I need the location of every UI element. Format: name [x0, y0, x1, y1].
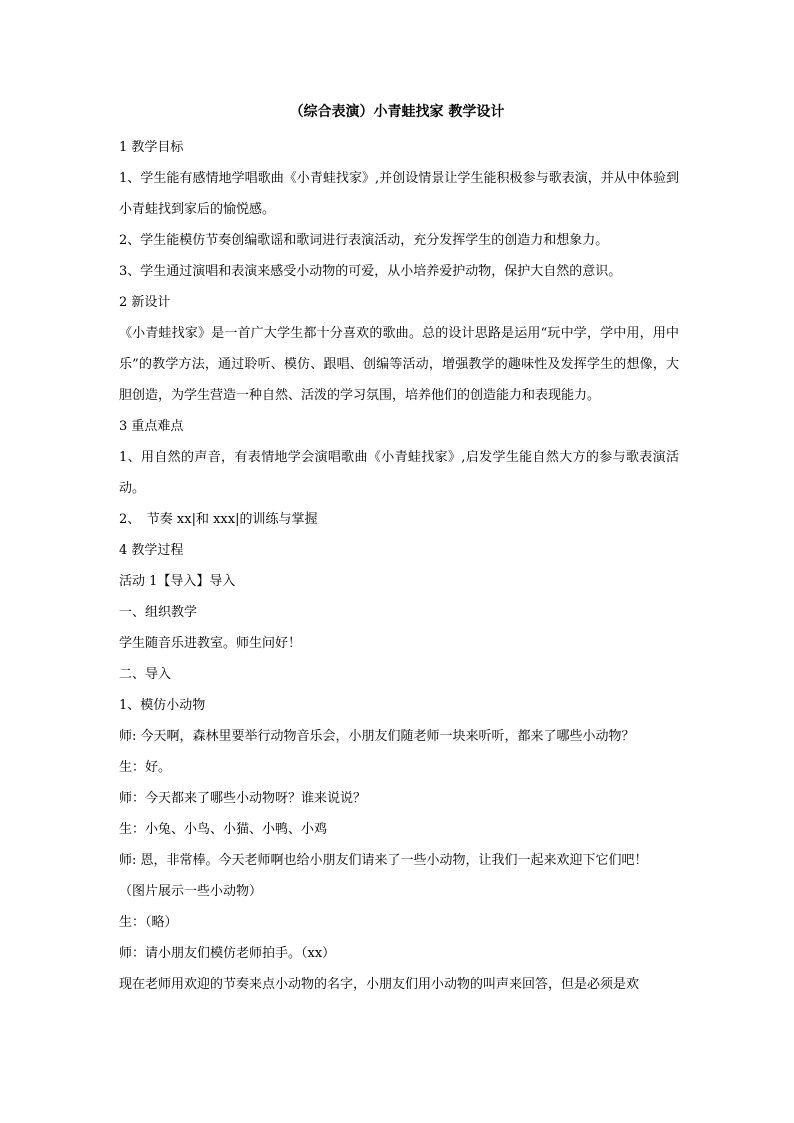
document-title: （综合表演）小青蛙找家 教学设计: [289, 104, 505, 120]
objective-paragraph: 1、学生能有感情地学唱歌曲《小青蛙找家》,并创设情景让学生能积极参与歌表演，并从中体验到小青蛙找到家后的愉悦感。: [119, 171, 679, 217]
key-point-paragraph: 1、用自然的声音，有表情地学会演唱歌曲《小青蛙找家》,启发学生能自然大方的参与歌表演活动。: [119, 450, 679, 496]
design-paragraph: 《小青蛙找家》是一首广大学生都十分喜欢的歌曲。总的设计思路是运用“玩中学，学中用，用中乐”的教学方法，通过聆听、模仿、跟唱、创编等活动，增强教学的趣味性及发挥学生的想像，大胆创造，为学生营造一种自然、活泼的学习氛围，培养他们的创造能力和表现能力。: [119, 326, 679, 403]
dialogue-line: 生：小兔、小鸟、小猫、小鸭、小鸡: [119, 822, 328, 837]
process-step: 一、组织教学: [119, 605, 198, 620]
document-body: [119, 132, 679, 1000]
dialogue-line: 师: 今天啊，森林里要举行动物音乐会，小朋友们随老师一块来听听，都来了哪些小动物？: [119, 729, 635, 744]
dialogue-line: 师: 恩，非常棒。今天老师啊也给小朋友们请来了一些小动物，让我们一起来欢迎下它们吧！: [119, 853, 648, 868]
key-point-paragraph: 2、 节奏 xx|和 xxx|的训练与掌握: [119, 512, 318, 527]
process-line: 学生随音乐进教室。师生问好！: [119, 636, 302, 651]
activity-heading: 活动 1【导入】导入: [119, 574, 236, 589]
section-heading-process: 4 教学过程: [119, 543, 184, 558]
dialogue-line: 师：请小朋友们模仿老师拍手。（xx）: [119, 946, 336, 961]
process-step: 1、模仿小动物: [119, 698, 206, 713]
dialogue-line: 现在老师用欢迎的节奏来点小动物的名字，小朋友们用小动物的叫声来回答，但是必须是欢: [119, 977, 640, 992]
objective-paragraph: 2、学生能模仿节奏创编歌谣和歌词进行表演活动，充分发挥学生的创造力和想象力。: [119, 233, 609, 248]
section-heading-key-points: 3 重点难点: [119, 419, 184, 434]
section-heading-design: 2 新设计: [119, 295, 171, 310]
dialogue-line: 师：今天都来了哪些小动物呀？谁来说说？: [119, 791, 367, 806]
dialogue-line: 生：好。: [119, 760, 172, 775]
section-heading-objectives: 1 教学目标: [119, 140, 184, 155]
process-step: 二、导入: [119, 667, 172, 682]
dialogue-line: （图片展示一些小动物）: [119, 884, 263, 899]
objective-paragraph: 3、学生通过演唱和表演来感受小动物的可爱，从小培养爱护动物，保护大自然的意识。: [119, 264, 622, 279]
dialogue-line: 生：（略）: [119, 915, 178, 930]
